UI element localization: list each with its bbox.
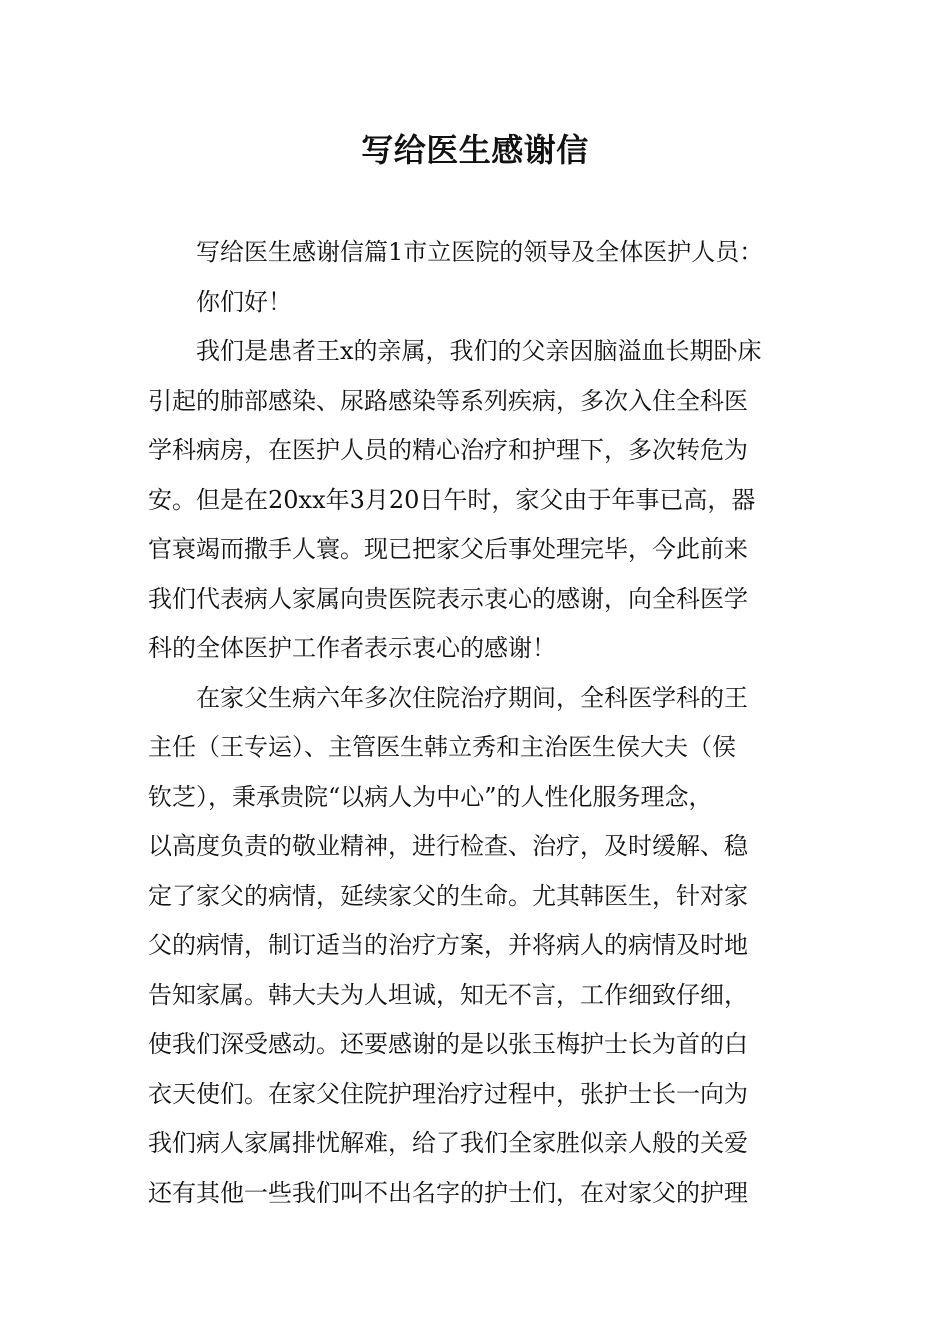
letter-line: 安。但是在20xx年3月20日午时，家父由于年事已高，器	[148, 485, 756, 514]
letter-line: 主任（王专运）、主管医生韩立秀和主治医生侯大夫（侯	[148, 733, 736, 761]
letter-line: 我们代表病人家属向贵医院表示衷心的感谢，向全科医学	[148, 584, 748, 613]
letter-line: 我们是患者王x的亲属，我们的父亲因脑溢血长期卧床	[196, 337, 762, 365]
document-title: 写给医生感谢信	[361, 131, 589, 169]
letter-line: 告知家属。韩大夫为人坦诚，知无不言，工作细致仔细，	[148, 980, 748, 1009]
letter-line: 父的病情，制订适当的治疗方案，并将病人的病情及时地	[148, 931, 748, 959]
letter-line: 还有其他一些我们叫不出名字的护士们，在对家父的护理	[148, 1178, 748, 1207]
letter-line: 在家父生病六年多次住院治疗期间，全科医学科的王	[196, 683, 748, 712]
letter-line: 科的全体医护工作者表示衷心的感谢！	[148, 634, 556, 662]
letter-line: 以高度负责的敬业精神，进行检查、治疗，及时缓解、稳	[148, 832, 748, 860]
letter-line: 学科病房，在医护人员的精心治疗和护理下，多次转危为	[148, 436, 748, 464]
letter-line: 你们好！	[196, 287, 292, 316]
letter-line: 我们病人家属排忧解难，给了我们全家胜似亲人般的关爱	[148, 1129, 748, 1157]
letter-line: 定了家父的病情，延续家父的生命。尤其韩医生，针对家	[148, 881, 748, 910]
letter-line: 引起的肺部感染、尿路感染等系列疾病，多次入住全科医	[148, 386, 748, 415]
letter-line: 官衰竭而撒手人寰。现已把家父后事处理完毕，今此前来	[148, 535, 748, 563]
letter-body	[148, 228, 808, 1218]
letter-line: 钦芝），秉承贵院“以病人为中心”的人性化服务理念，	[148, 782, 713, 811]
letter-line: 使我们深受感动。还要感谢的是以张玉梅护士长为首的白	[148, 1030, 748, 1058]
letter-line: 衣天使们。在家父住院护理治疗过程中，张护士长一向为	[148, 1079, 748, 1108]
letter-line: 写给医生感谢信篇1市立医院的领导及全体医护人员：	[196, 238, 764, 266]
